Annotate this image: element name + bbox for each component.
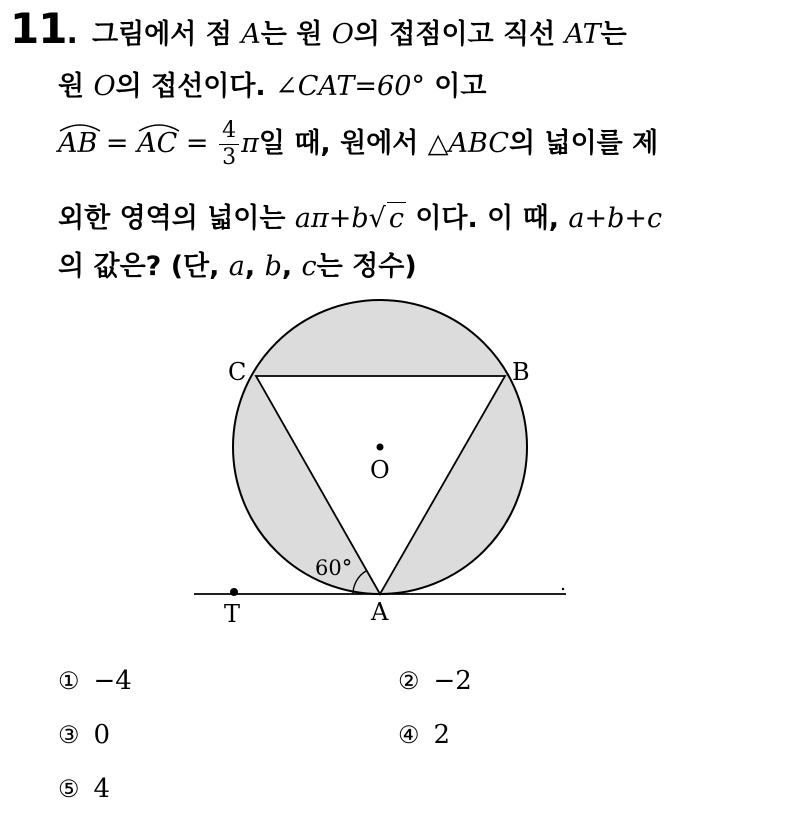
arc-ac: AC [137,128,177,159]
radical-sign: √ [368,203,386,234]
choice-1[interactable]: ① −4 [58,666,132,696]
label-angle-60: 60° [315,556,353,580]
square-root: √ c [368,203,404,234]
fraction-four-thirds: $\frac{4}{3}$ [219,118,239,171]
label-a: A [371,598,389,626]
choice-2[interactable]: ② −2 [398,666,472,696]
choice-3[interactable]: ③ 0 [58,720,111,750]
point-t [230,588,238,596]
question-line-3: AB = AC = $\frac{4}{3}$ π일 때, 원에서 △ABC의 넓이를 제 [58,118,659,170]
choice-5[interactable]: ⑤ 4 [58,774,111,804]
label-o: O [370,456,390,484]
label-b: B [512,358,530,386]
question-number: 11. [10,4,77,53]
question-line-2: 원 O의 접선이다. ∠CAT=60° 이고 [58,71,487,102]
choice-4[interactable]: ④ 2 [398,720,451,750]
line-end-mark [562,588,564,590]
label-t: T [224,600,241,628]
question-line-4: 외한 영역의 넓이는 aπ+b√ c 이다. 이 때, a+b+c [58,203,663,234]
label-c: C [228,358,247,386]
angle-expression: ∠CAT=60° [275,71,425,102]
arc-ab: AB [58,128,97,159]
center-point-o [377,444,384,451]
question-line-5: 의 값은? (단, a, b, c는 정수) [58,251,417,282]
question-line-1: 그림에서 점 A는 원 O의 접점이고 직선 AT는 [92,19,627,50]
